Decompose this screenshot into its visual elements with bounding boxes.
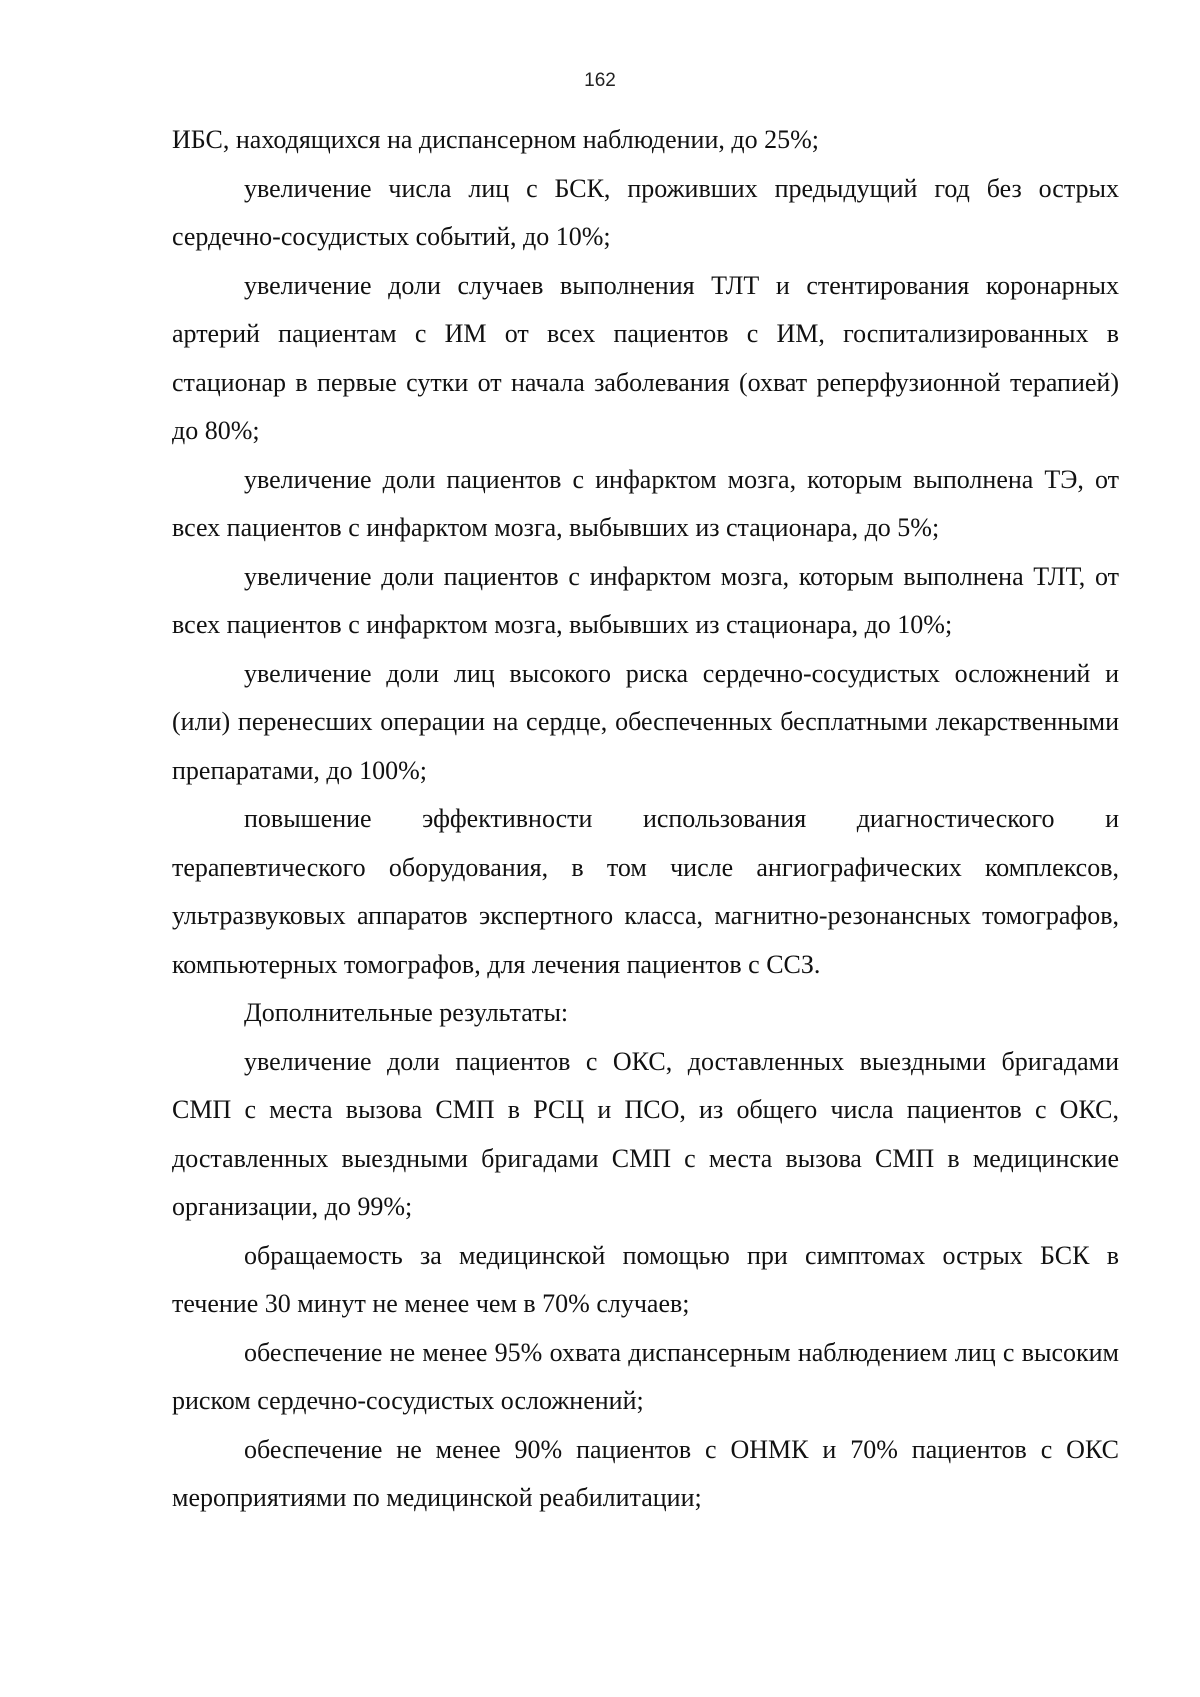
paragraph: увеличение доли пациентов с инфарктом мозга, которым выполнена ТЭ, от всех пациентов с инфарктом мозга, выбывших из стационара, до 5%;: [172, 464, 1119, 542]
paragraph: увеличение доли лиц высокого риска сердечно-сосудистых осложнений и (или) перенесших операции на сердце, обеспеченных бесплатными лекарственными препаратами, до 100%;: [172, 658, 1119, 785]
paragraph: увеличение доли случаев выполнения ТЛТ и стентирования коронарных артерий пациентам с ИМ от всех пациентов с ИМ, госпитализированных в стационар в первые сутки от начала заболевания (охват реперфузионной терапией) до 80%;: [172, 270, 1119, 445]
paragraph: увеличение доли пациентов с инфарктом мозга, которым выполнена ТЛТ, от всех пациентов с инфарктом мозга, выбывших из стационара, до 10%;: [172, 561, 1119, 639]
paragraph-continuation: ИБС, находящихся на диспансерном наблюдении, до 25%;: [172, 125, 819, 154]
paragraph: увеличение числа лиц с БСК, проживших предыдущий год без острых сердечно-сосудистых событий, до 10%;: [172, 173, 1119, 251]
section-heading: Дополнительные результаты:: [244, 998, 569, 1027]
paragraph: увеличение доли пациентов с ОКС, доставленных выездными бригадами СМП с места вызова СМП в РСЦ и ПСО, из общего числа пациентов с ОКС, доставленных выездными бригадами СМП с места вызова СМП в медицинские организации, до 99%;: [172, 1046, 1119, 1221]
page-number: 162: [584, 70, 616, 91]
page-body: [172, 116, 1119, 1523]
paragraph: обеспечение не менее 95% охвата диспансерным наблюдением лиц с высоким риском сердечно-сосудистых осложнений;: [172, 1337, 1119, 1415]
paragraph: обращаемость за медицинской помощью при симптомах острых БСК в течение 30 минут не менее чем в 70% случаев;: [172, 1240, 1119, 1318]
paragraph: повышение эффективности использования диагностического и терапевтического оборудования, в том числе ангиографических комплексов, ультразвуковых аппаратов экспертного класса, магнитно-резонансных томографов, компьютерных томографов, для лечения пациентов с ССЗ.: [172, 804, 1119, 979]
paragraph: обеспечение не менее 90% пациентов с ОНМК и 70% пациентов с ОКС мероприятиями по медицинской реабилитации;: [172, 1434, 1119, 1512]
